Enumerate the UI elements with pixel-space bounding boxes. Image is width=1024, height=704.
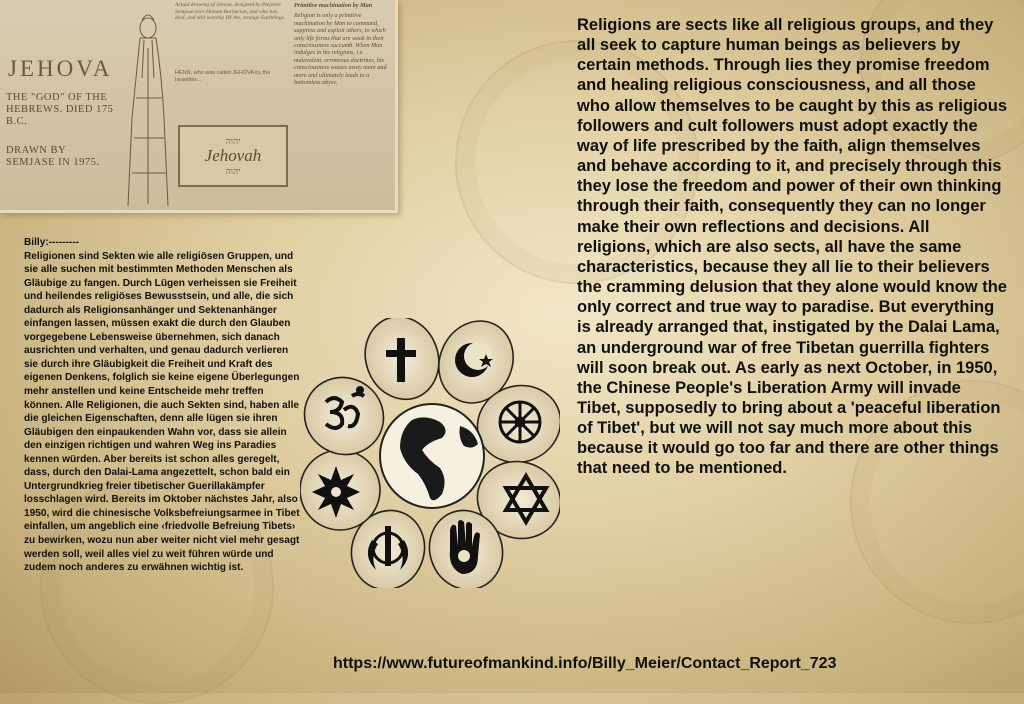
source-url[interactable]: https://www.futureofmankind.info/Billy_Meier/Contact_Report_723 bbox=[333, 655, 837, 672]
dharma-wheel-icon bbox=[500, 402, 540, 442]
jehovah-plaque bbox=[178, 125, 288, 187]
globe-icon bbox=[380, 404, 484, 508]
jehovah-hebrew: יהוה bbox=[225, 136, 241, 146]
jehova-subtitle: THE "GOD" OF THE HEBREWS. DIED 175 B.C. bbox=[6, 92, 114, 127]
religions-flower-graphic bbox=[300, 318, 560, 588]
panel-quote: HENN, who was called JEHOVA by the Israelites... bbox=[175, 70, 271, 83]
jehova-title: JEHOVA bbox=[8, 56, 113, 81]
panel-caption: Actual drawing of Jehova, designed by Plejaren Semjase once Human Barbarian, and who has died, and still worship BY the, strange Earthlings bbox=[175, 2, 284, 21]
german-text: Billy:--------- Religionen sind Sekten wie alle religiösen Gruppen, und sie alle suchen mit bestimmten Methoden Menschen als Gläubige zu fangen. Durch Lügen verheissen sie Freiheit und heilendes religiöses Bewusstsein, und alle, die sich dadurch als Religionsanhänger und Sektenanhänger einfangen lassen, müssen exakt die durch den Glauben vorgegebene Lebensweise übernehmen, sich danach ausrichten und verhalten, und genau dadurch verlieren sie durch ihre Gläubigkeit die Freiheit und Kraft des eigenen Denkens, folglich sie keine eigene Überlegungen mehr anstellen und keine Entscheide mehr treffen können. Alle Religionen, die auch Sekten sind, haben alle die gleichen Eigenschaften, denn alle lügen sie ihren Gläubigen den einpaukenden Wahn vor, dass sie allein den einzigen richtigen und wahren Weg ins Paradies kennen würden. Aber bereits ist schon alles geregelt, dass, durch den Dalai-Lama angezettelt, schon bald ein Untergrundkrieg freier tibetischer Guerillakämpfer losschlagen wird. Bereits im Oktober nächstes Jahr, also 1950, wird die chinesische Volksbefreiungsarmee in Tibet einfallen, um angeblich eine ‹friedvolle Befreiung Tibets› zu bewirken, wozu nun aber weiter nicht viel mehr gesagt werden soll, weil alles viel zu weit führen würde und zudem noch anderes zu erwähnen wichtig ist. bbox=[24, 237, 300, 574]
jehovah-label: Jehovah bbox=[204, 146, 262, 165]
panel-body-text: Religion is only a primitive machination by Man to command, suppress and exploit others, to which only life forms that are weak in their consciousness succumb. When Man indulges in his religions, i.e. malevolent, erroneous doctrines, his consciousness wastes away more and more and ultimately leads to a bottomless abyss. bbox=[294, 12, 387, 87]
panel-heading: Primitive machination by Man bbox=[294, 2, 373, 9]
panel-body bbox=[294, 2, 390, 207]
jehova-drawn-by: DRAWN BY SEMJASE IN 1975. bbox=[6, 145, 100, 168]
english-text: Religions are sects like all religious groups, and they all seek to capture human beings as believers by certain methods. Through lies they promise freedom and healing religious consciousness, and all those who allow themselves to be caught by this as religious followers and cult followers must adopt exactly the way of life prescribed by the faith, align themselves and behave according to it, and precisely through this they lose the freedom and power of their own thinking through their faith, consequently they can no longer make their own reflections and decisions. All religions, which are also sects, all have the same characteristics, because they all lie to their believers the cramming delusion that they alone would know the only correct and true way to paradise. But everything is already arranged that, instigated by the Dalai Lama, an underground war of free Tibetan guerrilla fighters will soon break out. As early as next October, in 1950, the Chinese People's Liberation Army will invade Tibet, supposedly to bring about a 'peaceful liberation of Tibet', but we will not say much more about this because it would go too far and there are other things that need to be mentioned. bbox=[577, 16, 1008, 478]
jehova-collage-image bbox=[0, 0, 398, 213]
jehova-figure-drawing bbox=[118, 8, 173, 208]
jehovah-hebrew: יהוה bbox=[225, 166, 241, 176]
